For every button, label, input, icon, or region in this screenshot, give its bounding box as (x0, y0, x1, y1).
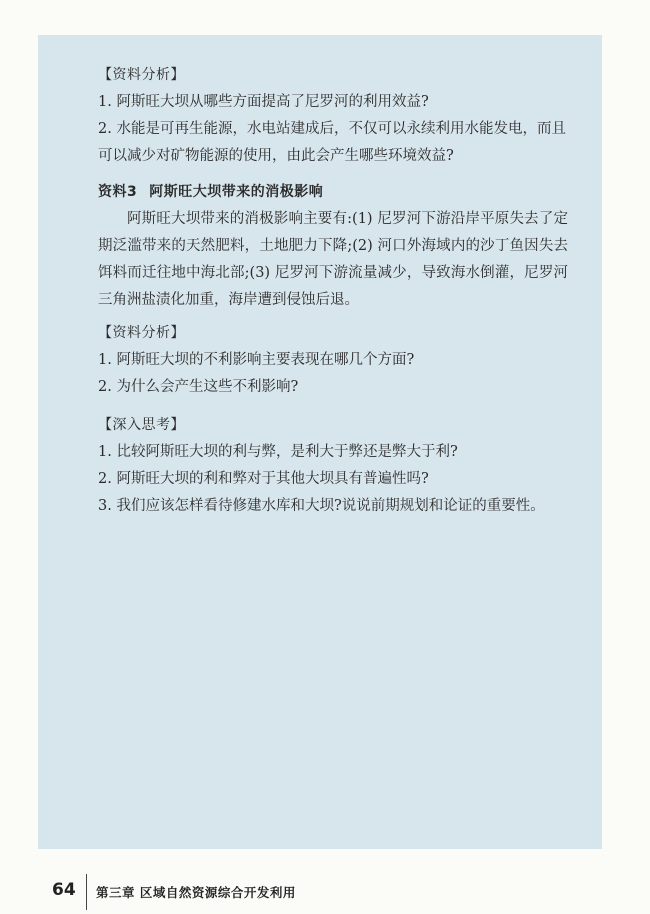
section-heading: 【资料分析】 (98, 325, 185, 341)
analysis-section-2 (98, 320, 568, 401)
question-item: 1. 阿斯旺大坝从哪些方面提高了尼罗河的利用效益? (98, 94, 429, 110)
section-heading: 【深入思考】 (98, 417, 185, 433)
thinking-section (98, 412, 568, 520)
analysis-section-1 (98, 62, 568, 170)
section-heading: 【资料分析】 (98, 67, 185, 83)
footer-divider (86, 874, 87, 910)
material-label: 资料3 (98, 184, 138, 200)
question-item: 1. 阿斯旺大坝的不利影响主要表现在哪几个方面? (98, 352, 415, 368)
question-item: 3. 我们应该怎样看待修建水库和大坝?说说前期规划和论证的重要性。 (98, 498, 545, 514)
question-item: 1. 比较阿斯旺大坝的利与弊，是利大于弊还是弊大于利? (98, 444, 458, 460)
chapter-title: 第三章 区域自然资源综合开发利用 (96, 885, 296, 900)
material-title-text: 阿斯旺大坝带来的消极影响 (149, 184, 324, 200)
material-title (98, 179, 568, 206)
question-item: 2. 阿斯旺大坝的利和弊对于其他大坝具有普遍性吗? (98, 471, 429, 487)
page-number: 64 (52, 880, 76, 900)
material-section (98, 179, 568, 314)
question-item: 2. 水能是可再生能源，水电站建成后，不仅可以永续利用水能发电，而且可以减少对矿物能源的使用，由此会产生哪些环境效益? (98, 121, 566, 164)
question-item: 2. 为什么会产生这些不利影响? (98, 379, 299, 395)
material-paragraph: 阿斯旺大坝带来的消极影响主要有:(1) 尼罗河下游沿岸平原失去了定期泛滥带来的天然肥料，土地肥力下降;(2) 河口外海域内的沙丁鱼因失去饵料而迁往地中海北部;(3) 尼罗河下游流量减少，导致海水倒灌，尼罗河三角洲盐渍化加重，海岸遭到侵蚀后退。 (98, 211, 568, 308)
page-footer (0, 872, 650, 912)
